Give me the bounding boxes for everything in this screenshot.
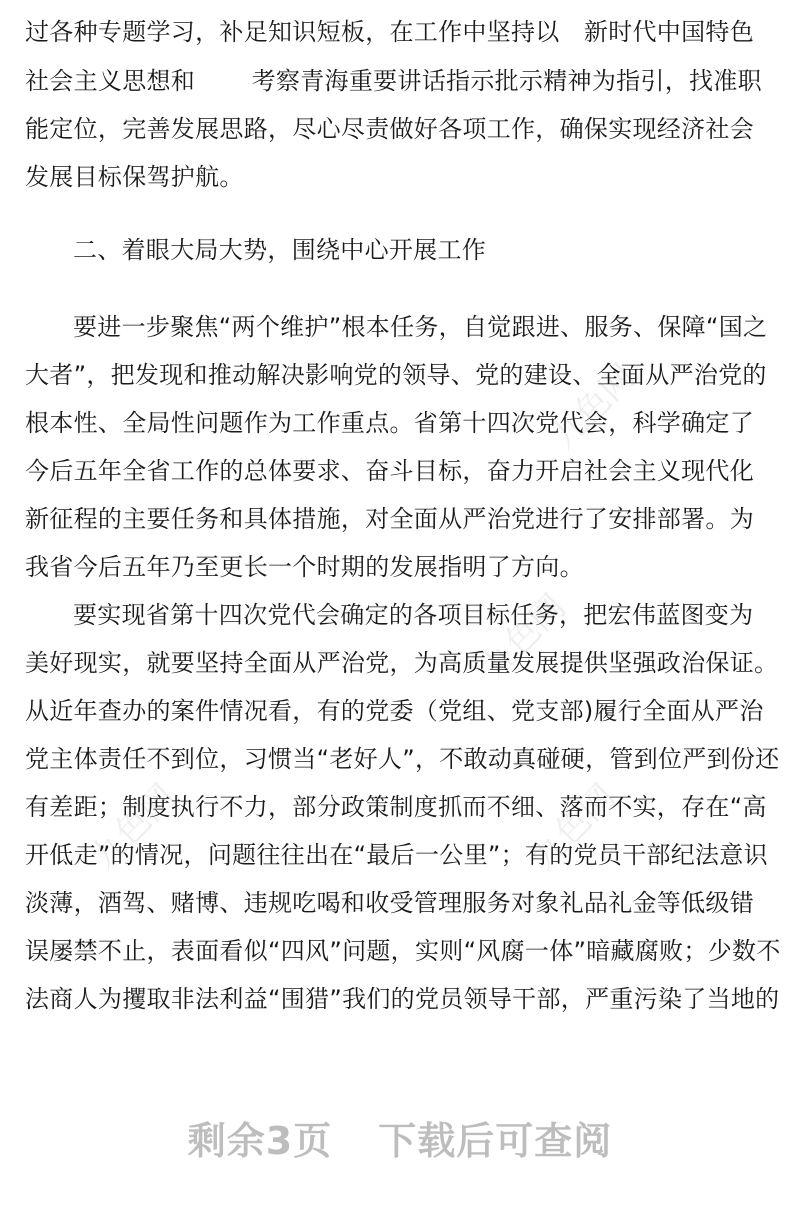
paragraph-line: 发展目标保驾护航。 bbox=[25, 163, 244, 191]
paragraph-line: 能定位，完善发展思路，尽心尽责做好各项工作，确保实现经济社会 bbox=[25, 115, 754, 143]
paragraph-line: 党主体责任不到位，习惯当“老好人”，不敢动真碰硬，管到位严到份还 bbox=[25, 745, 780, 773]
download-banner[interactable] bbox=[0, 1110, 800, 1165]
paragraph-line: 误屡禁不止，表面看似“四风”问题，实则“风腐一体”暗藏腐败；少数不 bbox=[25, 937, 781, 965]
download-hint-label: 下载后可查阅 bbox=[378, 1119, 613, 1163]
paragraph-line: 根本性、全局性问题作为工作重点。省第十四次党代会，科学确定了 bbox=[25, 409, 754, 437]
paragraph-line: 今后五年全省工作的总体要求、奋斗目标，奋力开启社会主义现代化 bbox=[25, 457, 754, 485]
remaining-pages-label: 剩余3页 bbox=[187, 1119, 333, 1163]
paragraph-line: 法商人为攫取非法利益“围猎”我们的党员领导干部，严重污染了当地的 bbox=[25, 985, 780, 1013]
paragraph-line: 过各种专题学习，补足知识短板，在工作中坚持以 新时代中国特色 bbox=[25, 18, 754, 46]
paragraph-line: 开低走”的情况，问题往往出在“最后一公里”；有的党员干部纪法意识 bbox=[25, 841, 768, 869]
paragraph-line: 淡薄，酒驾、赌博、违规吃喝和收受管理服务对象礼品礼金等低级错 bbox=[25, 889, 754, 917]
paragraph-line: 要进一步聚焦“两个维护”根本任务，自觉跟进、服务、保障“国之 bbox=[73, 313, 768, 341]
paragraph-line: 大者”，把发现和推动解决影响党的领导、党的建设、全面从严治党的 bbox=[25, 361, 767, 389]
watermark: 九色网 bbox=[523, 776, 624, 878]
watermark: 九色网 bbox=[83, 776, 184, 878]
section-heading: 二、着眼大局大势，围绕中心开展工作 bbox=[73, 236, 487, 264]
paragraph-line: 社会主义思想和 考察青海重要讲话指示批示精神为指引，找准职 bbox=[25, 67, 762, 95]
paragraph-line: 有差距；制度执行不力，部分政策制度抓而不细、落而不实，存在“高 bbox=[25, 793, 767, 821]
watermark: 九色网 bbox=[543, 356, 644, 458]
paragraph-line: 新征程的主要任务和具体措施，对全面从严治党进行了安排部署。为 bbox=[25, 505, 754, 533]
watermark: 九色网 bbox=[473, 586, 574, 688]
paragraph-line: 要实现省第十四次党代会确定的各项目标任务，把宏伟蓝图变为 bbox=[73, 601, 754, 629]
paragraph-line: 我省今后五年乃至更长一个时期的发展指明了方向。 bbox=[25, 553, 584, 581]
paragraph-line: 从近年查办的案件情况看，有的党委（党组、党支部)履行全面从严治 bbox=[25, 697, 764, 725]
paragraph-line: 美好现实，就要坚持全面从严治党，为高质量发展提供坚强政治保证。 bbox=[25, 649, 779, 677]
